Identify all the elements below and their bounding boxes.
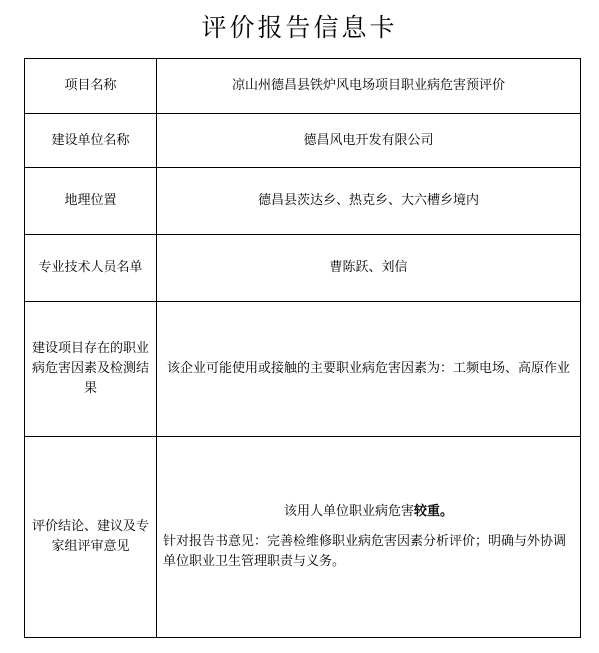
info-card-table [24,58,581,638]
location-label: 地理位置 [25,168,157,235]
staff-list-value: 曹陈跃、刘信 [157,235,581,302]
hazard-factors-label: 建设项目存在的职业病危害因素及检测结果 [25,302,157,437]
project-name-value: 凉山州德昌县铁炉风电场项目职业病危害预评价 [157,59,581,114]
conclusion-statement [163,502,574,522]
table-row [25,302,581,437]
table-row [25,168,581,235]
location-value: 德昌县茨达乡、热克乡、大六槽乡境内 [157,168,581,235]
conclusion-cell [157,437,581,638]
staff-list-label: 专业技术人员名单 [25,235,157,302]
card-title: 评价报告信息卡 [201,13,398,42]
expert-opinion: 针对报告书意见：完善检维修职业病危害因素分析评价；明确与外协调单位职业卫生管理职责与义务。 [163,534,567,569]
table-row [25,114,581,168]
company-name-label: 建设单位名称 [25,114,157,168]
conclusion-prefix: 该用人单位职业病危害 [283,504,414,519]
conclusion-label: 评价结论、建议及专家组评审意见 [25,437,157,638]
company-name-value: 德昌风电开发有限公司 [157,114,581,168]
table-row [25,235,581,302]
project-name-label: 项目名称 [25,59,157,114]
table-row [25,437,581,638]
hazard-level: 较重。 [414,504,454,519]
hazard-factors-value: 该企业可能使用或接触的主要职业病危害因素为：工频电场、高原作业 [157,302,581,437]
table-row [25,59,581,114]
